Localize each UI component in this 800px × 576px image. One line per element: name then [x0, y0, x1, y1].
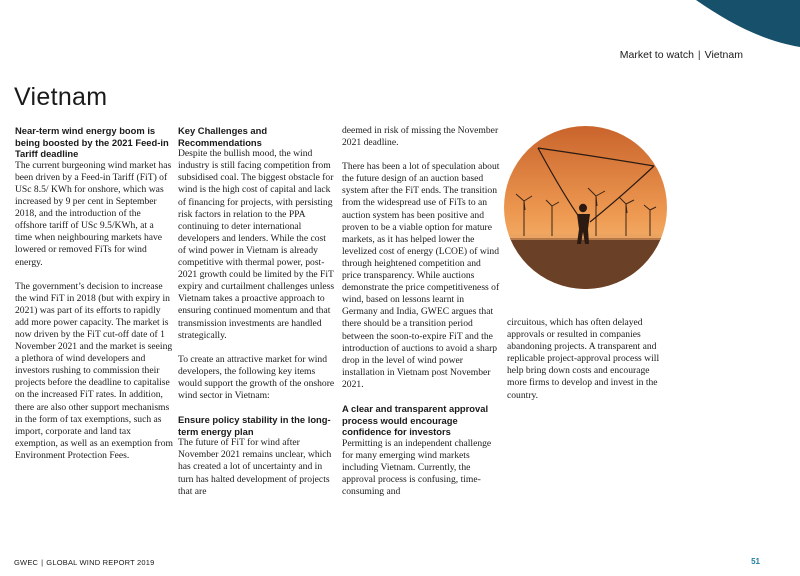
country-label: Vietnam [704, 49, 743, 61]
paragraph: Despite the bullish mood, the wind industry is still facing competition from subsidised coal. The biggest obstacle for wind is the high cost of capital and lack of financing for projects, with persisting risk factors in relation to the PPA continuing to deter international developers and lenders. While the cost of wind power in Vietnam is already competitive with thermal power, post-2021 growth could be limited by the FiT expiry and curtailment challenges unless Vietnam takes a proactive approach to ensuring continued momentum and that transmission investments are handled strategically. [178, 148, 335, 341]
paragraph: The current burgeoning wind market has been driven by a Feed-in Tariff (FiT) of USc 8.5/ KWh for onshore, which was increased by 9 per cent in September 2018, and the introduction of the offshore tariff of USc 9.5/KWh, at a time when neighbouring markets have lowered or removed FiTs for wind energy. [15, 159, 172, 268]
paragraph: circuitous, which has often delayed approvals or resulted in companies abandoning projects. A transparent and replicable project-approval process will help bring down costs and encourage more firms to develop and invest in the country. [507, 317, 660, 401]
footer [14, 558, 155, 567]
section-label: Market to watch [619, 49, 694, 61]
paragraph: The government’s decision to increase the wind FiT in 2018 (but with expiry in 2021) was part of its efforts to rapidly add more power capacity. The market is now driven by the FiT cut-off date of 1 November 2021 and the market is seeing a plethora of wind developers and investors rushing to commission their projects before the deadline to capitalise on the increased FiT rates. In addition, there are also other support mechanisms in the form of tax exemptions, such as import, corporate and land tax exemption, as well as an exemption from Environment Protection Fees. [15, 280, 173, 461]
section-header [620, 49, 743, 61]
paragraph: Permitting is an independent challenge for many emerging wind markets including Vietnam. Currently, the approval process is confusing, time-consuming and [342, 437, 492, 498]
section-heading-fit-boom: Near-term wind energy boom is being boosted by the 2021 Feed-in Tariff deadline [15, 125, 169, 160]
column-3 [342, 125, 500, 510]
paragraph: deemed in risk of missing the November 2021 deadline. [342, 125, 499, 149]
section-heading-approval-process: A clear and transparent approval process would encourage confidence for investors [342, 402, 489, 438]
column-4 [507, 317, 665, 414]
column-2 [178, 125, 336, 510]
page-number: 51 [751, 557, 760, 566]
header-separator: | [697, 49, 701, 61]
section-heading-policy-stability: Ensure policy stability in the long-term energy plan [178, 414, 331, 437]
footer-report: GLOBAL WIND REPORT 2019 [46, 558, 155, 567]
paragraph: There has been a lot of speculation about the future design of an auction based system after the FiT ends. The transition from the widespread use of FiTs to an auction system has been positive and proven to be a viable option for mature markets, as it has helped lower the levelized cost of energy (LCOE) of wind through heightened competition and price transparency. While auctions demonstrate the price competitiveness of wind, based on lessons learnt in Germany and India, GWEC argues that there should be a transition period between the soon-to-expire FiT and the introduction of auctions to avoid a sharp drop in the level of wind power installation in Vietnam post November 2021. [342, 161, 500, 390]
wind-farm-photo [504, 126, 667, 289]
footer-separator: | [41, 558, 44, 567]
paragraph: To create an attractive market for wind developers, the following key items would support the growth of the onshore wind sector in Vietnam: [178, 353, 335, 401]
section-heading-challenges: Key Challenges and Recommendations [178, 125, 268, 148]
column-1 [15, 125, 173, 474]
page-title: Vietnam [14, 83, 108, 111]
paragraph: The future of FiT for wind after November 2021 remains unclear, which has created a lot of uncertainty and in turn has halted development of projects that are [178, 437, 332, 497]
footer-org: GWEC [14, 558, 39, 567]
